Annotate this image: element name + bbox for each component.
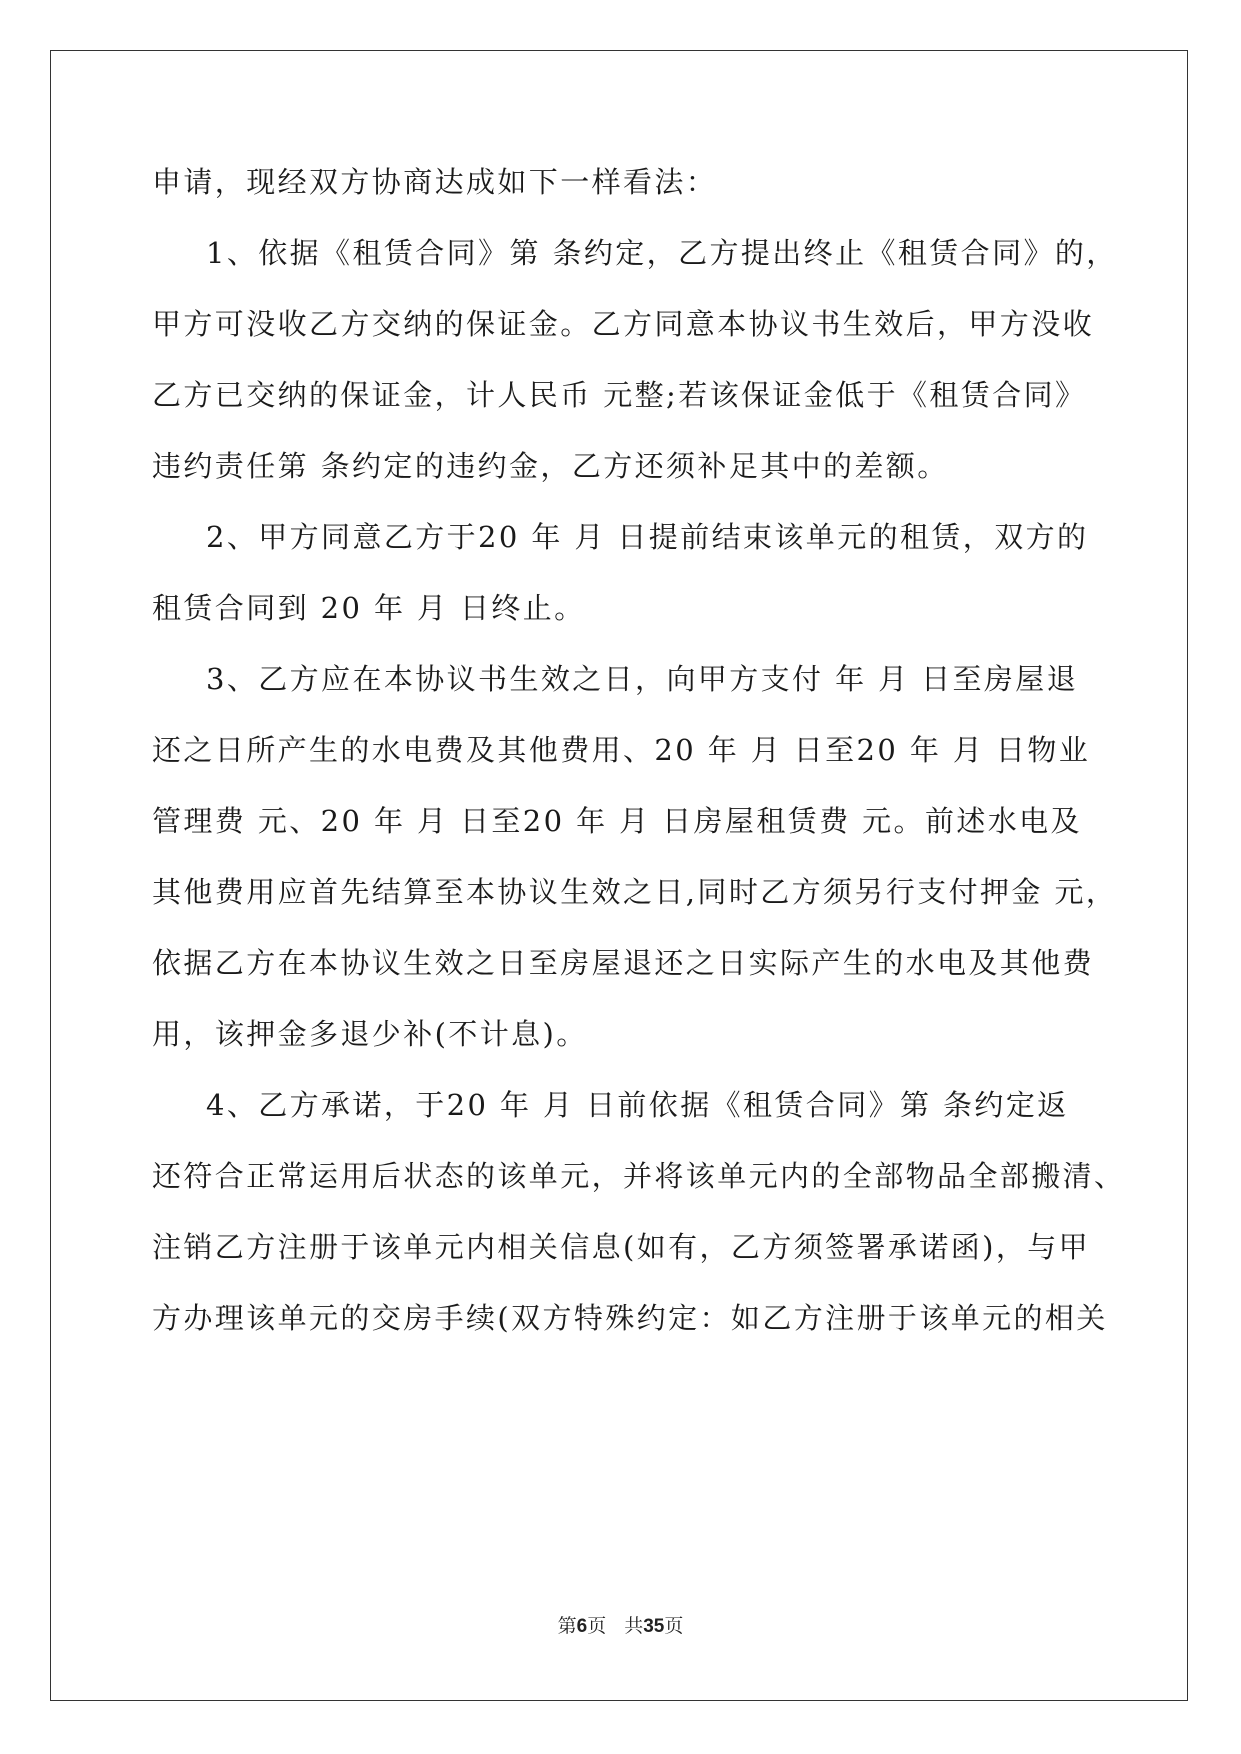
page-unit: 页 bbox=[587, 1615, 607, 1637]
text-line: 申请，现经双方协商达成如下一样看法： bbox=[152, 165, 718, 199]
text-line: 用，该押金多退少补(不计息)。 bbox=[152, 1017, 588, 1051]
text-line: 违约责任第 条约定的违约金，乙方还须补足其中的差额。 bbox=[152, 449, 949, 483]
paragraph-3-line: 3、乙方应在本协议书生效之日，向甲方支付 年 月 日至房屋退 bbox=[206, 662, 1079, 696]
page-total-number: 35 bbox=[643, 1616, 665, 1637]
text-line: 其他费用应首先结算至本协议生效之日,同时乙方须另行支付押金 元， bbox=[152, 875, 1118, 909]
page-current-number: 6 bbox=[576, 1616, 588, 1637]
text-line: 依据乙方在本协议生效之日至房屋退还之日实际产生的水电及其他费 bbox=[152, 946, 1095, 980]
text-line: 甲方可没收乙方交纳的保证金。乙方同意本协议书生效后，甲方没收 bbox=[152, 307, 1095, 341]
page-prefix: 第 bbox=[557, 1615, 577, 1637]
text-line: 方办理该单元的交房手续(双方特殊约定：如乙方注册于该单元的相关 bbox=[152, 1301, 1108, 1335]
paragraph-4-line: 4、乙方承诺，于20 年 月 日前依据《租赁合同》第 条约定返 bbox=[206, 1088, 1069, 1122]
text-line: 租赁合同到 20 年 月 日终止。 bbox=[152, 591, 586, 625]
page-footer bbox=[0, 1614, 1241, 1639]
text-line: 注销乙方注册于该单元内相关信息(如有，乙方须签署承诺函)，与甲 bbox=[152, 1230, 1091, 1264]
total-prefix: 共 bbox=[624, 1615, 644, 1637]
text-line: 管理费 元、20 年 月 日至20 年 月 日房屋租赁费 元。前述水电及 bbox=[152, 804, 1082, 838]
text-line: 乙方已交纳的保证金，计人民币 元整;若该保证金低于《租赁合同》 bbox=[152, 378, 1087, 412]
text-line: 还符合正常运用后状态的该单元，并将该单元内的全部物品全部搬清、 bbox=[152, 1159, 1126, 1193]
paragraph-1-line: 1、依据《租赁合同》第 条约定，乙方提出终止《租赁合同》的， bbox=[206, 236, 1118, 270]
text-line: 还之日所产生的水电费及其他费用、20 年 月 日至20 年 月 日物业 bbox=[152, 733, 1091, 767]
total-unit: 页 bbox=[664, 1615, 684, 1637]
paragraph-2-line: 2、甲方同意乙方于20 年 月 日提前结束该单元的租赁，双方的 bbox=[206, 520, 1089, 554]
